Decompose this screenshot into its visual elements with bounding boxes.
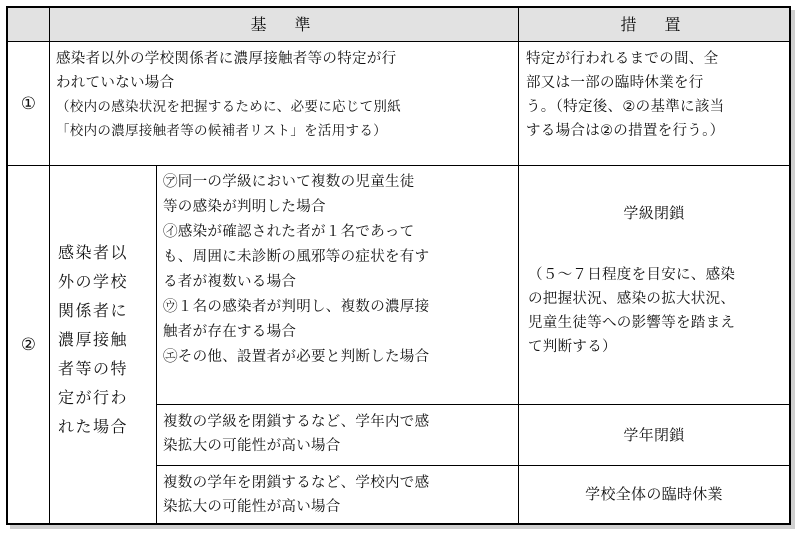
text-line: 部又は一部の臨時休業を行 — [526, 75, 704, 91]
header-sochi: 措 置 — [518, 8, 789, 41]
rule — [8, 165, 789, 166]
text-line: 複数の学級を閉鎖するなど、学年内で感 — [163, 414, 430, 430]
school-criteria — [163, 471, 517, 519]
rule — [156, 165, 157, 523]
text-line: 染拡大の可能性が高い場合 — [163, 499, 341, 515]
row1-measure — [526, 47, 788, 143]
row2-condition — [58, 238, 154, 441]
class-closure-note — [528, 263, 788, 359]
text-line: る者が複数いる場合 — [163, 274, 297, 290]
text-line: われていない場合 — [56, 75, 175, 91]
text-line: 等の感染が判明した場合 — [163, 199, 326, 215]
criteria-table — [6, 6, 791, 525]
text-line: 触者が存在する場合 — [163, 324, 297, 340]
text-line: ㋐同一の学級において複数の児童生徒 — [163, 174, 415, 190]
text-line: ㋓その他、設置者が必要と判断した場合 — [163, 349, 430, 365]
text-line: 者等の特 — [58, 359, 129, 378]
text-line: 染拡大の可能性が高い場合 — [163, 438, 341, 454]
text-line: する場合は②の措置を行う。） — [526, 123, 725, 139]
header-kijun: 基 準 — [49, 8, 518, 41]
text-line: （校内の感染状況を把握するために、必要に応じて別紙 — [56, 99, 401, 115]
rule — [8, 41, 789, 42]
text-line: 「校内の濃厚接触者等の候補者リスト」を活用する） — [56, 123, 387, 139]
text-line: 感染者以外の学校関係者に濃厚接触者等の特定が行 — [56, 51, 397, 67]
row1-number: ① — [20, 93, 37, 114]
grade-closure: 学年閉鎖 — [623, 426, 685, 444]
class-closure-title: 学級閉鎖 — [623, 204, 685, 222]
school-closure: 学校全体の臨時休業 — [585, 485, 723, 503]
text-line: ㋒１名の感染者が判明し、複数の濃厚接 — [163, 299, 430, 315]
text-line: ㋑感染が確認された者が１名であって — [163, 224, 415, 240]
text-line: 定が行わ — [58, 388, 129, 407]
text-line: 濃厚接触 — [58, 330, 129, 349]
text-line: 感染者以 — [58, 243, 129, 262]
text-line: の把握状況、感染の拡大状況、 — [528, 291, 736, 307]
text-line: 外の学校 — [58, 272, 129, 291]
text-line: 複数の学年を閉鎖するなど、学校内で感 — [163, 475, 430, 491]
text-line: 特定が行われるまでの間、全 — [526, 51, 719, 67]
text-line: （５～７日程度を目安に、感染 — [528, 267, 736, 283]
text-line: 関係者に — [58, 301, 129, 320]
grade-criteria — [163, 410, 517, 458]
text-line: も、周囲に未診断の風邪等の症状を有す — [163, 249, 430, 265]
text-line: 児童生徒等への影響等を踏まえ — [528, 315, 736, 331]
row1-criteria — [56, 47, 516, 143]
text-line: れた場合 — [58, 417, 129, 436]
text-line: て判断する） — [528, 339, 617, 355]
row2-number: ② — [20, 334, 37, 355]
text-line: う。（特定後、②の基準に該当 — [526, 99, 725, 115]
rule — [49, 8, 50, 523]
header-num-cell — [8, 8, 49, 41]
row2-sub-criteria — [163, 170, 517, 370]
